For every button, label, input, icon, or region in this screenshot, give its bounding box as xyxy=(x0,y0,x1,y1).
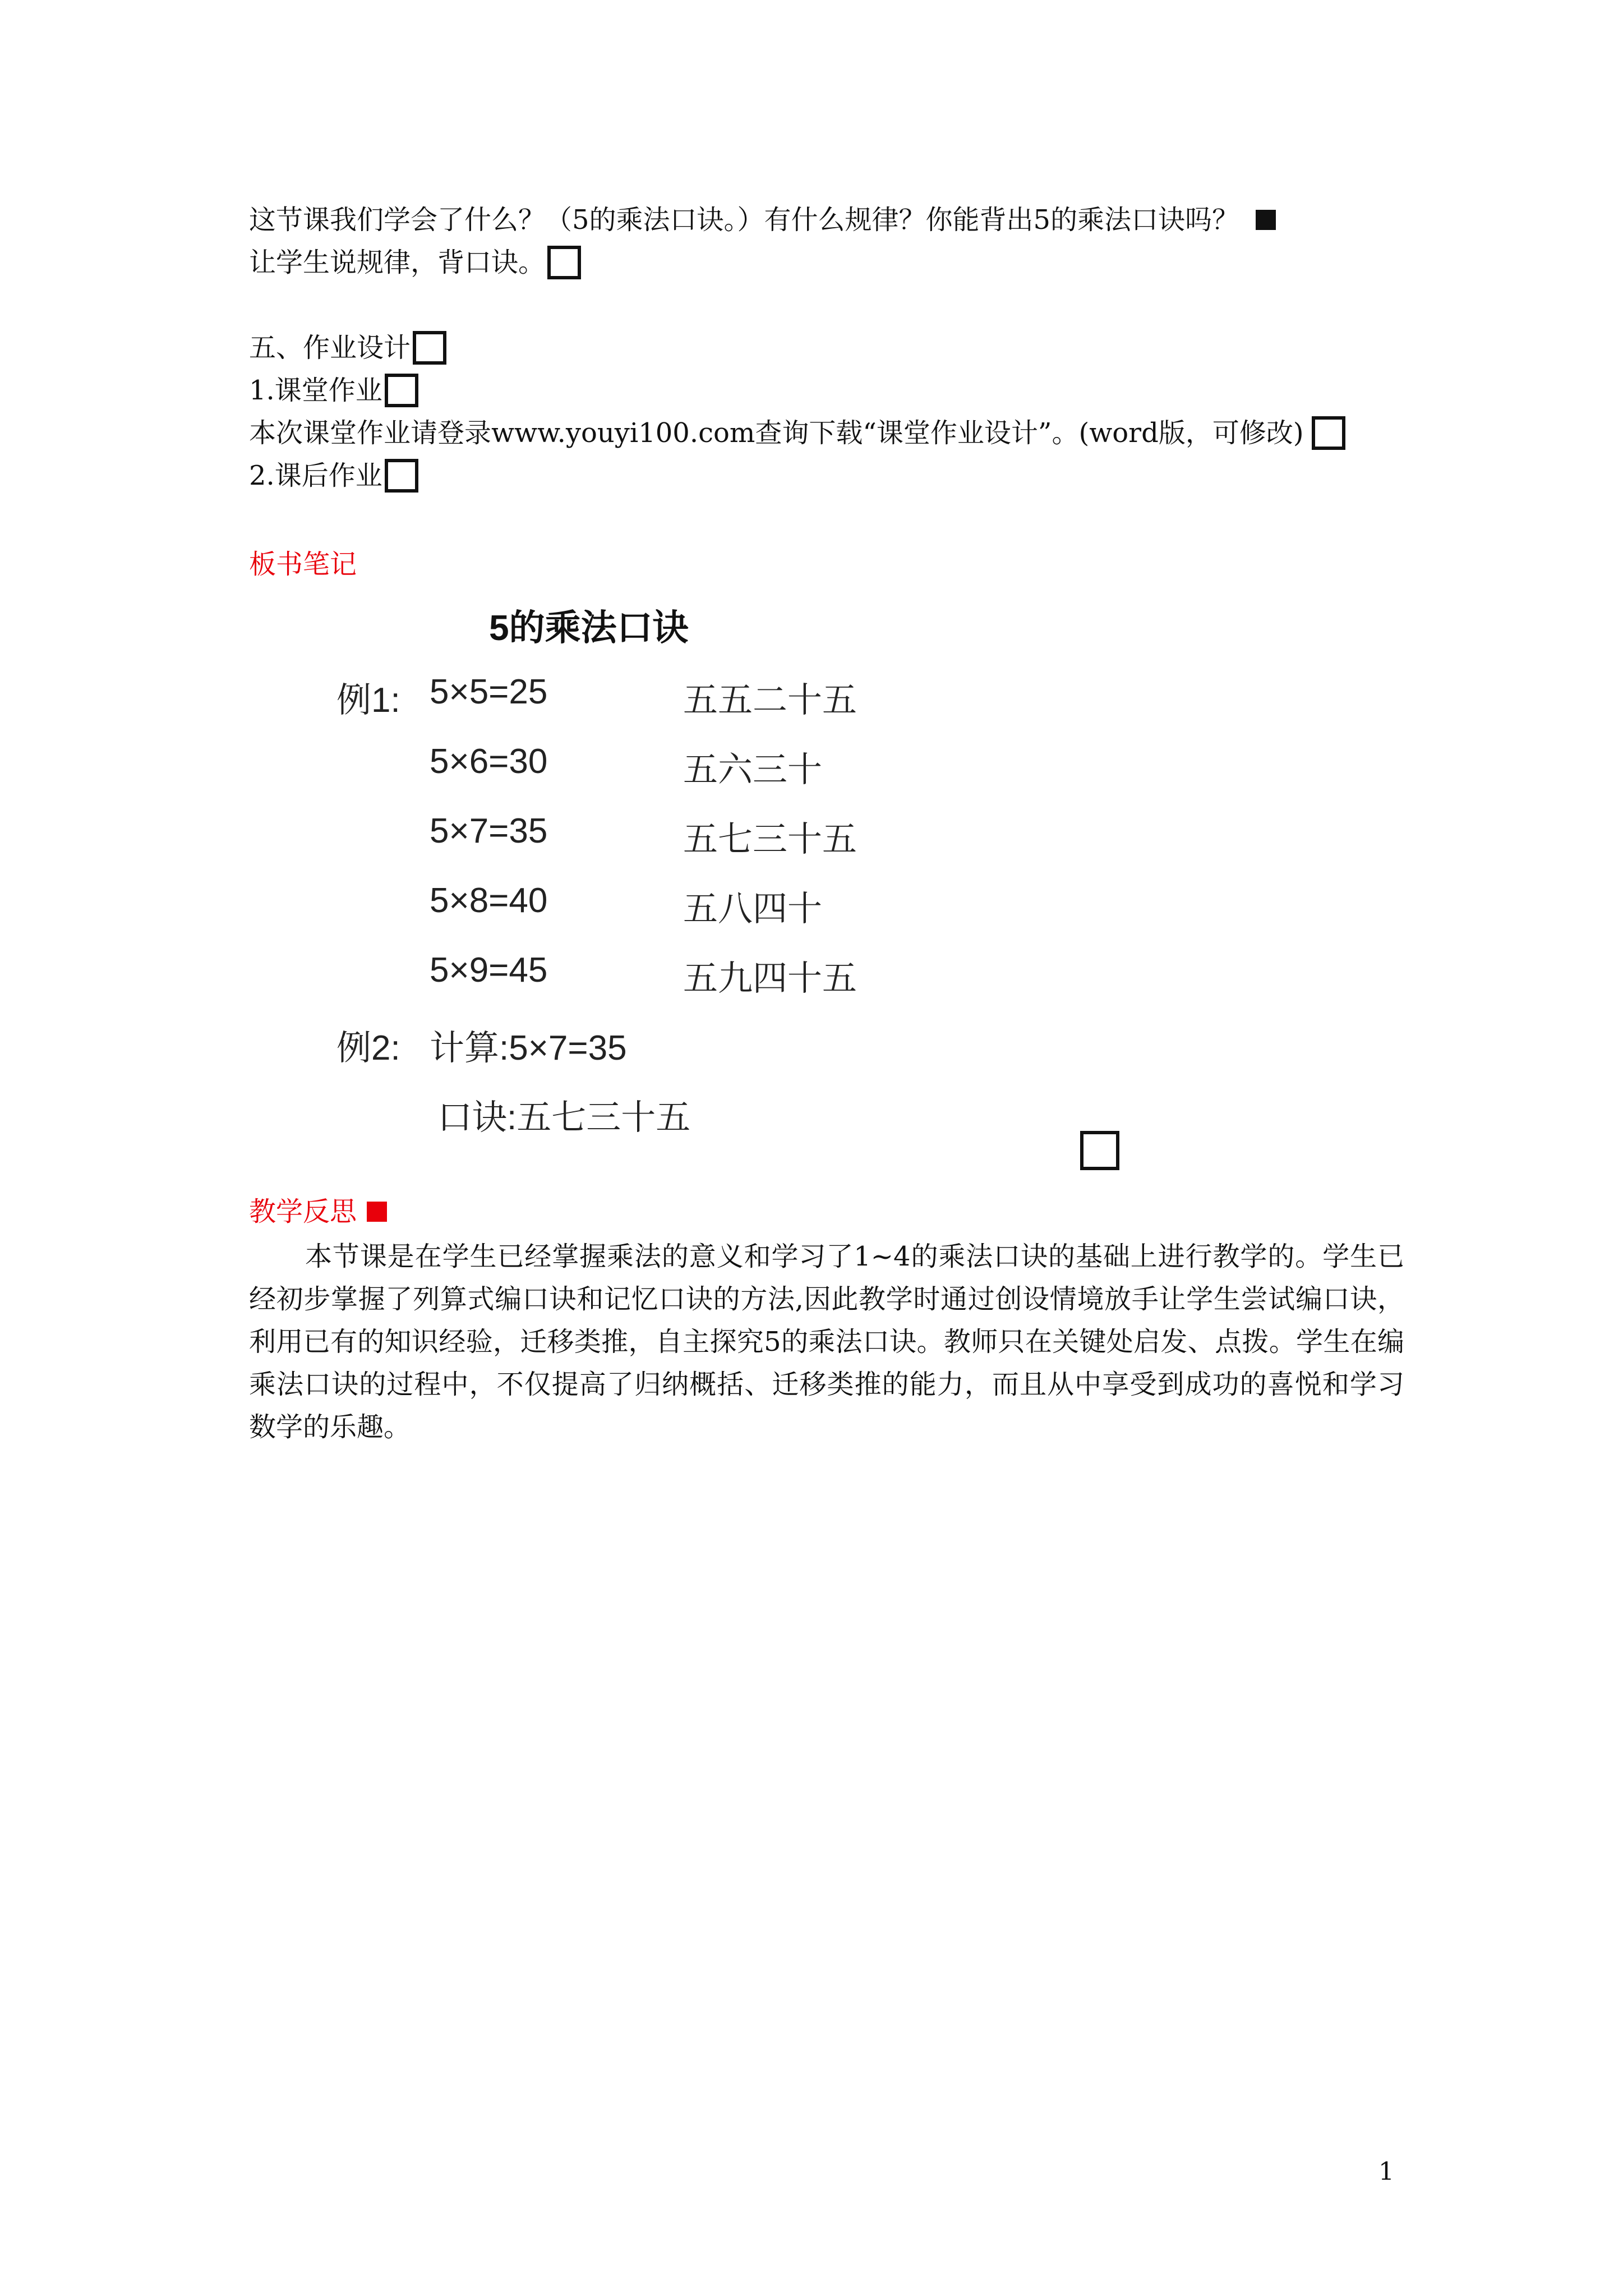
after-homework-title: 2.课后作业 xyxy=(249,460,382,491)
equation: 5×8=40 xyxy=(430,881,548,920)
empty-checkbox[interactable] xyxy=(385,374,418,407)
equation: 5×6=30 xyxy=(430,742,548,781)
equation: 5×7=35 xyxy=(430,812,548,850)
class-homework-detail-line xyxy=(249,416,1345,450)
empty-checkbox[interactable] xyxy=(547,246,581,279)
class-homework-line xyxy=(249,374,418,407)
homework-heading: 五、作业设计 xyxy=(249,332,411,364)
summary-answer-text: 让学生说规律，背口诀。 xyxy=(249,247,546,278)
example2-kou: 口诀:五七三十五 xyxy=(437,1098,691,1137)
class-homework-title: 1.课堂作业 xyxy=(249,375,382,406)
example1-label: 例1: xyxy=(336,681,400,720)
board-title: 5的乘法口诀 xyxy=(489,608,689,648)
kou-jue: 五六三十 xyxy=(683,751,823,789)
summary-question-text: 这节课我们学会了什么？（5的乘法口诀。）有什么规律？你能背出5的乘法口诀吗？ xyxy=(249,204,1239,236)
board-section-heading: 板书笔记 xyxy=(249,549,357,580)
kou-jue: 五七三十五 xyxy=(683,820,857,859)
after-homework-line xyxy=(249,459,418,493)
empty-checkbox[interactable] xyxy=(385,459,418,493)
reflection-body: 本节课是在学生已经掌握乘法的意义和学习了1~4的乘法口诀的基础上进行教学的。学生已经初步掌握了列算式编口诀和记忆口诀的方法,因此教学时通过创设情境放手让学生尝试编口诀，利用已有的知识经验，迁移类推，自主探究5的乘法口诀。教师只在关键处启发、点拨。学生在编乘法口诀的过程中，不仅提高了归纳概括、迁移类推的能力，而且从中享受到成功的喜悦和学习数学的乐趣。 xyxy=(249,1241,1404,1443)
page-number: 1 xyxy=(1378,2157,1394,2186)
kou-jue: 五五二十五 xyxy=(683,681,857,720)
reflection-heading-line xyxy=(249,1195,387,1228)
class-homework-detail: 本次课堂作业请登录www.youyi100.com查询下载“课堂作业设计”。(word版，可修改) xyxy=(249,417,1304,449)
example2-label: 例2: xyxy=(336,1029,400,1068)
equation: 5×9=45 xyxy=(430,951,548,990)
red-square-marker xyxy=(367,1202,387,1222)
black-square-marker xyxy=(1256,210,1276,230)
empty-checkbox[interactable] xyxy=(413,331,446,365)
homework-heading-line xyxy=(249,331,446,365)
example2-calc: 计算:5×7=35 xyxy=(430,1029,627,1068)
kou-jue: 五九四十五 xyxy=(683,959,857,998)
reflection-title: 教学反思 xyxy=(249,1196,357,1227)
empty-checkbox[interactable] xyxy=(1312,416,1345,450)
summary-answer-line xyxy=(249,246,581,279)
board-notes-figure xyxy=(336,595,897,1156)
kou-jue: 五八四十 xyxy=(683,890,823,928)
empty-checkbox[interactable] xyxy=(1080,1131,1119,1170)
equation: 5×5=25 xyxy=(430,673,548,711)
summary-question-line xyxy=(249,203,1276,237)
reflection-paragraph xyxy=(249,1235,1404,1448)
